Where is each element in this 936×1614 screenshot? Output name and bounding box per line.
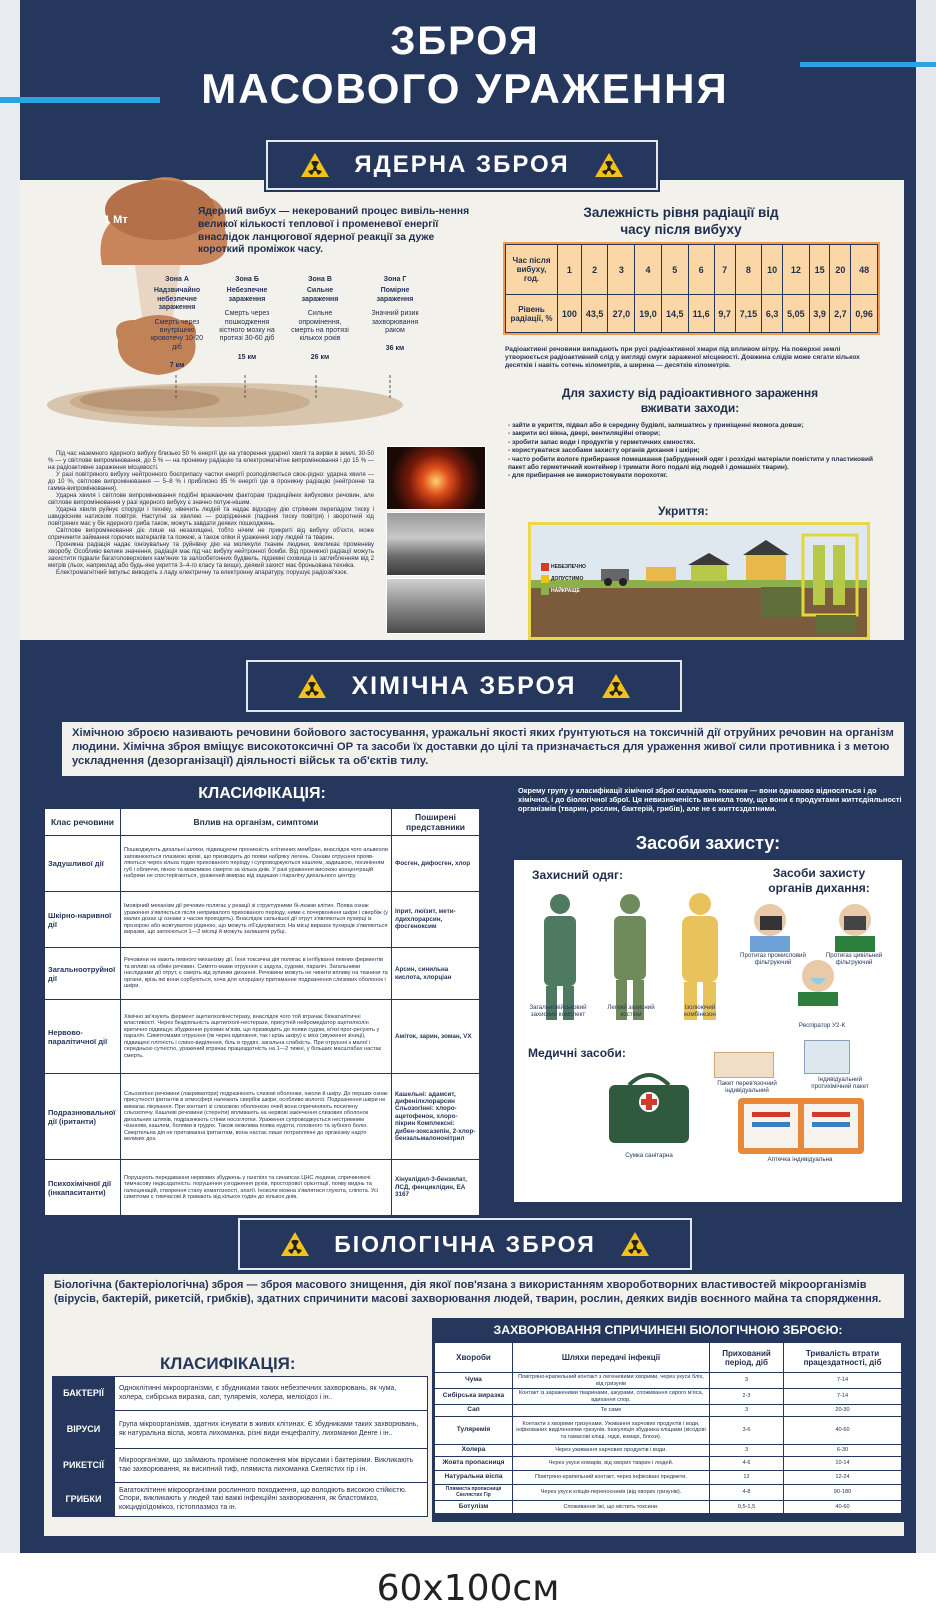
disease-loss: 20-30 [784, 1405, 902, 1417]
body-paragraph: Проникна радіація надає іонізувальну та руйнівну дію на молекули тканин людини, викликає променеву хворобу. Особливо велике значення, радіація має під час вибуху нейтронної бомби. Від проникної радіації можуть захистити підвали багатоповерхових кам'яних та залізобетонних будівель, підземні сховища із заглибленням від 2 метрів (льох, наприклад або будь-яке укриття 3–4-го класу та вище), деякий захист має броньована техніка. [48, 541, 374, 569]
measure-item: - користуватися засобами захисту органів дихання і шкіри; [508, 447, 700, 455]
medical-title: Медичні засоби: [528, 1046, 626, 1060]
column-header: Тривалість втрати працездатності, діб [784, 1343, 902, 1373]
bio-class-table [52, 1376, 428, 1517]
measure-item: - часто робити вологе прибирання помешкання (забруднений одяг і розхідні матеріали помістити у пластиковий пакет або герметичний контейнер і тримати його подалі від людей і домашніх тварин). [508, 455, 873, 472]
hours-cell: 7 [714, 245, 735, 295]
radiation-hours-row [506, 245, 878, 295]
level-cell: 6,3 [762, 295, 783, 333]
level-cell: 19,0 [635, 295, 662, 333]
table-header [435, 1343, 902, 1373]
disease-latent: 3 [710, 1405, 784, 1417]
body-paragraph: Ударна хвиля руйнує споруди і техніку, нівечить людей та надає відходну дію стрімким перепадом тиску і швидкісним натиском повітря. Наступні за хвилею — розрідження (падіння тиску повітря) і зворотний хід повітряних мас у бік ядерного гриба також, можуть завдати деяких пошкоджень. [48, 506, 374, 527]
title-line-2: МАСОВОГО УРАЖЕННЯ [201, 65, 729, 112]
biohazard-icon [620, 1231, 650, 1257]
radiation-levels-row [506, 295, 878, 333]
disease-latent: 4-8 [710, 1485, 784, 1501]
level-cell: 3,9 [809, 295, 830, 333]
disease-loss: 12-24 [784, 1471, 902, 1485]
nuclear-banner-label: ЯДЕРНА ЗБРОЯ [354, 151, 570, 178]
hours-cell: 6 [688, 245, 714, 295]
zone-distance: 36 км [385, 345, 405, 353]
first-aid-kit [738, 1098, 864, 1154]
disease-latent: 0,5-1,5 [710, 1501, 784, 1514]
table-row [435, 1389, 902, 1405]
breathing-item-3: Респіратор У2-К [798, 1022, 846, 1029]
breathing-title: Засоби захисту органів дихання: [768, 866, 870, 895]
level-cell: 0,96 [851, 295, 878, 333]
medical-kit-illustration [604, 1070, 694, 1146]
zone-v [289, 276, 351, 362]
measures-list [508, 422, 883, 481]
table-row [435, 1471, 902, 1485]
nuclear-body-text [48, 450, 374, 576]
table-row [53, 1411, 428, 1449]
level-cell: 9,7 [714, 295, 735, 333]
zone-distance: 15 км [237, 353, 257, 361]
hours-cell: 3 [608, 245, 635, 295]
disease-loss: 40-60 [784, 1501, 902, 1514]
table-row [45, 1160, 480, 1216]
destroyed-city-photo [386, 578, 486, 634]
column-header: Прихований період, діб [710, 1343, 784, 1373]
disease-latent: 3 [710, 1445, 784, 1457]
bio-class-name: РИКЕТСІЇ [53, 1449, 115, 1483]
measures-title: Для захисту від радіоактивного зараження вживати заходи: [561, 386, 819, 415]
biohazard-icon [280, 1231, 310, 1257]
class-cell: Психохімічної дії (інкапаситанти) [45, 1160, 121, 1216]
column-header: Шляхи передачі інфекції [513, 1343, 710, 1373]
protection-box [512, 824, 904, 1204]
hours-cell: 15 [809, 245, 830, 295]
effect-cell: Імовірний механізм дії речовин полягає у реакції зі структурними бі-лками клітин. Поява ознак ураження з'являється після непривалого прихованого періоду, ними є почервоніння шкіри і свербіж (у малих дозах ці ознаки з часом проходять). Внаслідок сильнішої дії отрут з'являються пухирці із прозорою або жовтуватою рідиною, що можуть об'єднуватися. На місці виразок пухирців з'являються виразки, що загоюються 1—2 місяці й можуть залишити рубці. [121, 892, 392, 948]
effect-cell: Сльозогінні речовини (лакриматори) подразнюють слизові оболонки, інколи й шкіру. До перших ознак присутності іритантів в атмосфері належать свербіж шкіри, особливо вологої. Подразнення шкіри не вимагає лікування. При контакті зі слизовою оболонкою очей вони спричиняють посилену сльозотечу. Кашлеві речовини (стерніти) впливають на нервові закінчення слизових оболонок дихальних шляхів, подразнюють стінки носоглотки. Ураження супроводжується нестримним чханням, кашлем, болями в грудях. Також можлива поява нудоти, головного та зубного болю. Смертельна дія не притаманна іритантам, вона настає лише потраплянні до організму надто великих доз. [121, 1074, 392, 1160]
column-header: Хвороби [435, 1343, 513, 1373]
chemical-intro: Хімічною зброєю називають речовини бойового застосування, уражальні якості яких ґрунтуються на токсичній дії отруйних речовин на організм людини. Хімічна зброя вміщує високотоксичні ОР та засоби їх доставки до цілі та призначається для ураження живої сили противника і з метою ускладнення (дезорганізації) діяльності військ та об'єктів тилу. [72, 727, 894, 767]
hours-cell: 2 [581, 245, 608, 295]
measure-item: - зробити запас води і продуктів у герметичних ємностях. [508, 438, 696, 446]
body-paragraph: Електромагнітний імпульс виводить з ладу електричну та електронну апаратуру, порушує радіозв'язок. [56, 569, 349, 576]
zone-name: Зона Г [383, 276, 407, 283]
disease-loss: 40-60 [784, 1417, 902, 1445]
disease-route: Контакти з хворими гризунами. Уживання харчових продуктів і води, інфікованих виділеннями гризунів. Інокуляція збудника кліщами (кісодові та гамасові кліщі, гедзі, комарі, блохи). [513, 1417, 710, 1445]
chemical-package [804, 1040, 850, 1074]
explosion-photo [386, 446, 486, 510]
zone-distance: 7 км [169, 362, 185, 370]
disease-loss: 6-30 [784, 1445, 902, 1457]
radiation-hazard-icon [601, 673, 631, 699]
zone-distance: 26 км [310, 353, 330, 361]
biological-banner [238, 1218, 692, 1270]
poster-title [20, 18, 910, 114]
measure-item: - закрити всі вікна, двері, вентиляційні отвори; [508, 430, 661, 438]
table-row [435, 1445, 902, 1457]
disease-route: Через уживання харчових продуктів і води. [513, 1445, 710, 1457]
table-row [53, 1449, 428, 1483]
bandage-package [714, 1052, 774, 1078]
shelter-diagram [528, 522, 870, 640]
disease-loss: 10-14 [784, 1457, 902, 1471]
clothing-title: Захисний одяг: [532, 868, 624, 882]
level-cell: 43,5 [581, 295, 608, 333]
hours-cell: 10 [762, 245, 783, 295]
radiation-table [503, 242, 880, 335]
disease-latent: 3 [710, 1373, 784, 1389]
biological-intro: Біологічна (бактеріологічна) зброя — зброя масового знищення, дія якої пов'язана з використанням хвороботворних властивостей мікроорганізмів (вірусів, бактерій, рикетсій, грибків), здатних спричинити масові захворювання людей, тварин, рослин, деяких видів воєнного майна та спорядження. [54, 1279, 882, 1305]
effect-cell: Порушують передавання нервових збуджень у гангліях та синапсах ЦНС людини, спричиняючі тимчасову недієздатність: порушення узгодження рухів, просторової орієнтації, появу видінь та галюцинацій, створення стану коматозності, апатії. Іноколи можна з'являтися глухота, сліпота. Усі симптоми є тимчасові й тривають від кількох годин до кількох днів. [121, 1160, 392, 1216]
effect-cell: Речовини не мають певного механізму дії. Їхня токсична дія полягає в інгібуванні певних ферментів та впливі на обмін речовин. Симпто-мами отруєння є задуха, судоми, параліч. Загальними наслідками дії отрут, є смерть від зупинки дихання. Речовини можуть не чинити впливу на тканини та органи, крізь які вони сорбуються, хоча для хлорціану притаманне подразнення слизових оболонок і шкіри. [121, 948, 392, 1000]
legend-acceptable: ДОПУСТИМО [551, 576, 584, 582]
bio-class-name: БАКТЕРІЇ [53, 1377, 115, 1411]
table-row [435, 1457, 902, 1471]
disease-name: Ботулізм [435, 1501, 513, 1514]
table-header [45, 809, 480, 836]
disease-route: Споживання їжі, що містить токсини. [513, 1501, 710, 1514]
ruins-photo [386, 512, 486, 576]
medical-item-4: Аптечка індивідуальна [767, 1156, 833, 1163]
diseases-table [434, 1342, 902, 1514]
effect-cell: Хімічно зв'язують фермент ацетилхолінестеразу, внаслідок чого той втрачає біокаталітичні властивості. Через бездіяльність ацетилхолі-нестерази, присутній нейромедіатор ацетилхолін критично підвищує збудження руховик м'язів, що призводить до появи судом, м'язі прог-ресують у параліч. Симптомами отруєння (як через вдихання, так і крізь шкіру) є міоз (звуження зіниці), підвищені плітність і слино-виділення, біль в грудях, загальна слабкість. При отруєнні з малої і середньою сутністю, уражений втрачає працездатність на 1—2 тижні, у більших масштабах настає смерть. [121, 1000, 392, 1074]
hours-cell: 48 [851, 245, 878, 295]
zone-effect: Смерть через внутрішню кровотечу 10-20 діб [150, 318, 203, 351]
measure-item: - зайти в укриття, підвал або в середину будівлі, залишатись у приміщенні якомога довше; [508, 422, 804, 429]
legend-best: НАЙКРАЩЕ [551, 588, 580, 594]
disease-route: Контакт із зараженими тваринами, шкурами, споживання сирого м'яса, вдихання спор. [513, 1389, 710, 1405]
size-caption: 60x100см [376, 1568, 560, 1609]
disease-loss: 7-14 [784, 1373, 902, 1389]
disease-name: Жовта пропасниця [435, 1457, 513, 1471]
bio-class-desc: Мікроорганізми, що займають проміжне положення між вірусами і бактеріями. Викликають такі захворювання, як висипний тиф, плямиста лихоманка Скелястих гір і ін. [115, 1449, 428, 1483]
medical-item-3: Індивідуальний протихімічний пакет [811, 1076, 869, 1090]
disease-name: Холера [435, 1445, 513, 1457]
level-cell: 2,7 [830, 295, 851, 333]
bio-class-name: ВІРУСИ [53, 1411, 115, 1449]
radiation-hazard-icon [297, 673, 327, 699]
zone-type: Надзвичайно небезпечне зараження [153, 287, 201, 312]
disease-latent: 12 [710, 1471, 784, 1485]
agents-cell: Іприт, люїзит, мети-лдихлорарсин, фосгеноксим [392, 892, 480, 948]
clothing-item-1: Загальновійськовий захисний комплект [529, 1004, 587, 1018]
clothing-item-3: Ізолюючий комбінезон [684, 1004, 716, 1018]
protection-title: Засоби захисту: [514, 826, 902, 860]
breathing-item-1: Протигаз промисловий фільтруючий [740, 952, 806, 966]
shelter-title: Укриття: [658, 504, 709, 518]
zone-b [216, 276, 278, 362]
table-row [45, 948, 480, 1000]
disease-latent: 4-6 [710, 1457, 784, 1471]
measure-item: - для прибирання не використовувати порохотяг. [508, 472, 668, 480]
hours-cell: 12 [783, 245, 810, 295]
diseases-box [432, 1318, 904, 1522]
class-cell: Нервово-паралітичної дії [45, 1000, 121, 1074]
zone-effect: Смерть через пошкодження кістного мозку на протязі 30-60 діб [219, 310, 275, 343]
level-cell: 11,6 [688, 295, 714, 333]
level-cell: 27,0 [608, 295, 635, 333]
chemical-class-table [44, 808, 480, 1216]
clothing-item-2: Легкий захисний костюм [607, 1004, 655, 1018]
hours-cell: 8 [735, 245, 762, 295]
hours-cell: 5 [661, 245, 688, 295]
medical-item-2: Пакет перев'язочний індивідуальний [717, 1080, 777, 1094]
chemical-class-title: КЛАСИФІКАЦІЯ: [44, 780, 480, 808]
hours-cell: 1 [558, 245, 582, 295]
disease-name: Чума [435, 1373, 513, 1389]
table-row [53, 1483, 428, 1517]
body-paragraph: У разі повітряного вибуху нейтронного боєприпасу частки енергії розподіляються своє-рідно: ударна хвиля — до 10 %, світлове випромінювання — 5–8 % і приблизно 85 % енергії іде в проникну радіацію (нейтронне та гамма-випромінювання). [48, 471, 374, 492]
hours-cell: 20 [830, 245, 851, 295]
medical-item-1: Сумка санітарна [625, 1152, 673, 1159]
bio-class-table-box [52, 1376, 428, 1517]
table-row [45, 836, 480, 892]
level-cell: 100 [558, 295, 582, 333]
body-paragraph: Під час наземного ядерного вибуху близько 50 % енергії іде на утворення ударної хвилі та вирви в землі, 30-50 % — у світлове випромінювання, до 5 % — на проникну радіацію та електромагнітне випромінювання і до 15 % — на радіоактивне зараження місцевості. [48, 450, 374, 471]
class-cell: Шкірно-наривної дії [45, 892, 121, 948]
table-row [45, 1000, 480, 1074]
disease-name: Сап [435, 1405, 513, 1417]
poster-left-margin [0, 0, 20, 1553]
column-header: Вплив на організм, симптоми [121, 809, 392, 836]
bio-class-desc: Багатоклітинні мікроорганізми рослинного походження, що володіють високою стійкістю. Спори, викликають у людей такі важкі інфекційні захворювання, як бластомікоз, кокцидіоїдомікоз, гістоплазмоз та ін. [115, 1483, 428, 1517]
radiation-hazard-icon [594, 152, 624, 178]
bio-class-title: КЛАСИФІКАЦІЯ: [160, 1354, 296, 1373]
disease-route: Через укуси кліщів-переносників (від хворих гризунів). [513, 1485, 710, 1501]
chemical-banner [246, 660, 682, 712]
agents-cell: Арсин, синильна кислота, хлорціан [392, 948, 480, 1000]
disease-name: Плямиста пропасниця Скелястих Гір [435, 1485, 513, 1501]
disease-name: Натуральна віспа [435, 1471, 513, 1485]
table-row [45, 892, 480, 948]
disease-route: Через укуси комарів, від хворих тварин і людей. [513, 1457, 710, 1471]
table-row [53, 1377, 428, 1411]
table-row [435, 1485, 902, 1501]
level-cell: 7,15 [735, 295, 762, 333]
row-label: Рівень радіації, % [506, 295, 558, 333]
zone-effect: Значний ризик захворювання раком [371, 310, 419, 335]
breathing-item-2: Протигаз цивільний фільтруючий [825, 952, 883, 966]
zone-type: Небезпечне зараження [226, 287, 268, 303]
fallout-note: Радіоактивні речовини випадають при русі радіоактивної хмари під впливом вітру. На поверхні землі утворюється радіоактивний слід у вигляді смуги зараженої місцевості. Довжина слідів може сягати кількох десятків і навіть сотень кілометрів, а ширина — десятків кілометрів. [505, 346, 860, 369]
zone-name: Зона А [165, 276, 189, 283]
zone-type: Сильне зараження [301, 287, 339, 303]
body-paragraph: Світлове випромінювання діє лише на незахищені, тобто нічим не прикриті від вибуху об'єкти, може спричинити займання горючих матеріалів та пожежі, а також опіки й ураження зору людей та тварин. [48, 527, 374, 541]
disease-name: Туляремія [435, 1417, 513, 1445]
chemical-intro-panel [62, 722, 904, 776]
disease-route: Те саме [513, 1405, 710, 1417]
zone-name: Зона Б [235, 276, 259, 283]
level-cell: 5,05 [783, 295, 810, 333]
bio-class-name: ГРИБКИ [53, 1483, 115, 1517]
zone-effect: Сильне опромінення, смерть на протязі кількох років [291, 310, 349, 343]
row-label: Час після вибуху, год. [506, 245, 558, 295]
effect-cell: Пошкоджують дихальні шляхи, підвищуючи проникність клітинних мембран, внаслідок чого альвеоли заповнюються плазмою крові, що призводить до появи набряку легень. Ознаки отруєння прояв-ляються через кілька годин прихованого періоду і супроводжуються кашлем, задишкою, посинінням губ і обличчя, піною та можливою смертю за кілька днів. У разі ураження високою концентрацій набряки не спостерігаються, уражений вмирає від задишки і паралічу дихального центру. [121, 836, 392, 892]
zone-type: Помірне зараження [376, 287, 414, 303]
table-row [435, 1373, 902, 1389]
agents-cell: Хінуклідил-3-бензилат, ЛСД, фенциклідин, ЕА 3167 [392, 1160, 480, 1216]
table-row [45, 1074, 480, 1160]
hours-cell: 4 [635, 245, 662, 295]
nuclear-definition: Ядерний вибух — некерований процес вивіль-нення великої кількості теплової і променевої енергії внаслідок ланцюгової ядерної реакції за дуже короткий проміжок часу. [198, 206, 470, 256]
table-row [435, 1417, 902, 1445]
table-row [435, 1405, 902, 1417]
radiation-table-title: Залежність рівня радіації від часу після вибуху [583, 205, 779, 237]
column-header: Поширені представники [392, 809, 480, 836]
agents-cell: Кашельні: адамсит, дифенілхлорарсин Сльозогінні: хлоро-ацетофенон, хлоро-пікрин Комплексні: дибен-зоксазепін, 2-хлор-бензальмалононітрил [392, 1074, 480, 1160]
disease-loss: 7-14 [784, 1389, 902, 1405]
bio-class-desc: Група мікроорганізмів, здатних існувати в живих клітинах. Є збудниками таких захворювань, як натуральна віспа, жовта лихоманка, різні види енцефаліту, лихоманки Денге і ін.. [115, 1411, 428, 1449]
biological-banner-label: БІОЛОГІЧНА ЗБРОЯ [334, 1230, 596, 1257]
zone-a [146, 276, 208, 371]
chemical-class-box [42, 778, 482, 1204]
disease-name: Сибірська виразка [435, 1389, 513, 1405]
zone-g [364, 276, 426, 354]
title-line-1: ЗБРОЯ [390, 19, 540, 63]
class-cell: Подразнювальної дії (іританти) [45, 1074, 121, 1160]
disease-route: Повітряно-крапельний контакт, через інфіковані предмети. [513, 1471, 710, 1485]
disease-loss: 90-180 [784, 1485, 902, 1501]
disease-latent: 3-6 [710, 1417, 784, 1445]
class-cell: Загальноотруйної дії [45, 948, 121, 1000]
level-cell: 14,5 [661, 295, 688, 333]
legend-dangerous: НЕБЕЗПЕЧНО [551, 564, 586, 570]
table-row [435, 1501, 902, 1514]
bio-class-desc: Одноклітинні мікроорганізми, є збудниками таких небезпечних захворювань, як чума, холера, сибірська виразка, сап, туляремія, холера, меліоїдоз і ін.. [115, 1377, 428, 1411]
agents-cell: Аміток, зарин, зоман, VX [392, 1000, 480, 1074]
class-cell: Задушливої дії [45, 836, 121, 892]
column-header: Клас речовини [45, 809, 121, 836]
toxins-note: Окрему групу у класифікації хімічної зброї складають токсини — вони однаково відносяться і до хімічної, і до біологічної зброї. Ця невизначеність виникла тому, що вони є продуктами життєдіяльності організмів (тварин, рослин, бактерій, грибів), але не є життєздатними. [518, 786, 902, 813]
yield-label: 1 Мт [104, 214, 128, 226]
chemical-banner-label: ХІМІЧНА ЗБРОЯ [351, 671, 577, 700]
disease-route: Повітряно-крапельний контакт з легеневими хворими, через укуси бліх, від гризунів [513, 1373, 710, 1389]
body-paragraph: Ударна хвиля і світлове випромінювання подібні вражаючим факторам традиційних вибухових речовин, але світлове випромінювання у разі ядерного вибуху є значно потуж-нішим. [48, 492, 374, 506]
disease-latent: 2-3 [710, 1389, 784, 1405]
diseases-title: ЗАХВОРЮВАННЯ СПРИЧИНЕНІ БІОЛОГІЧНОЮ ЗБРОЄЮ: [493, 1323, 843, 1337]
agents-cell: Фосген, дифосген, хлор [392, 836, 480, 892]
zone-name: Зона В [308, 276, 332, 283]
